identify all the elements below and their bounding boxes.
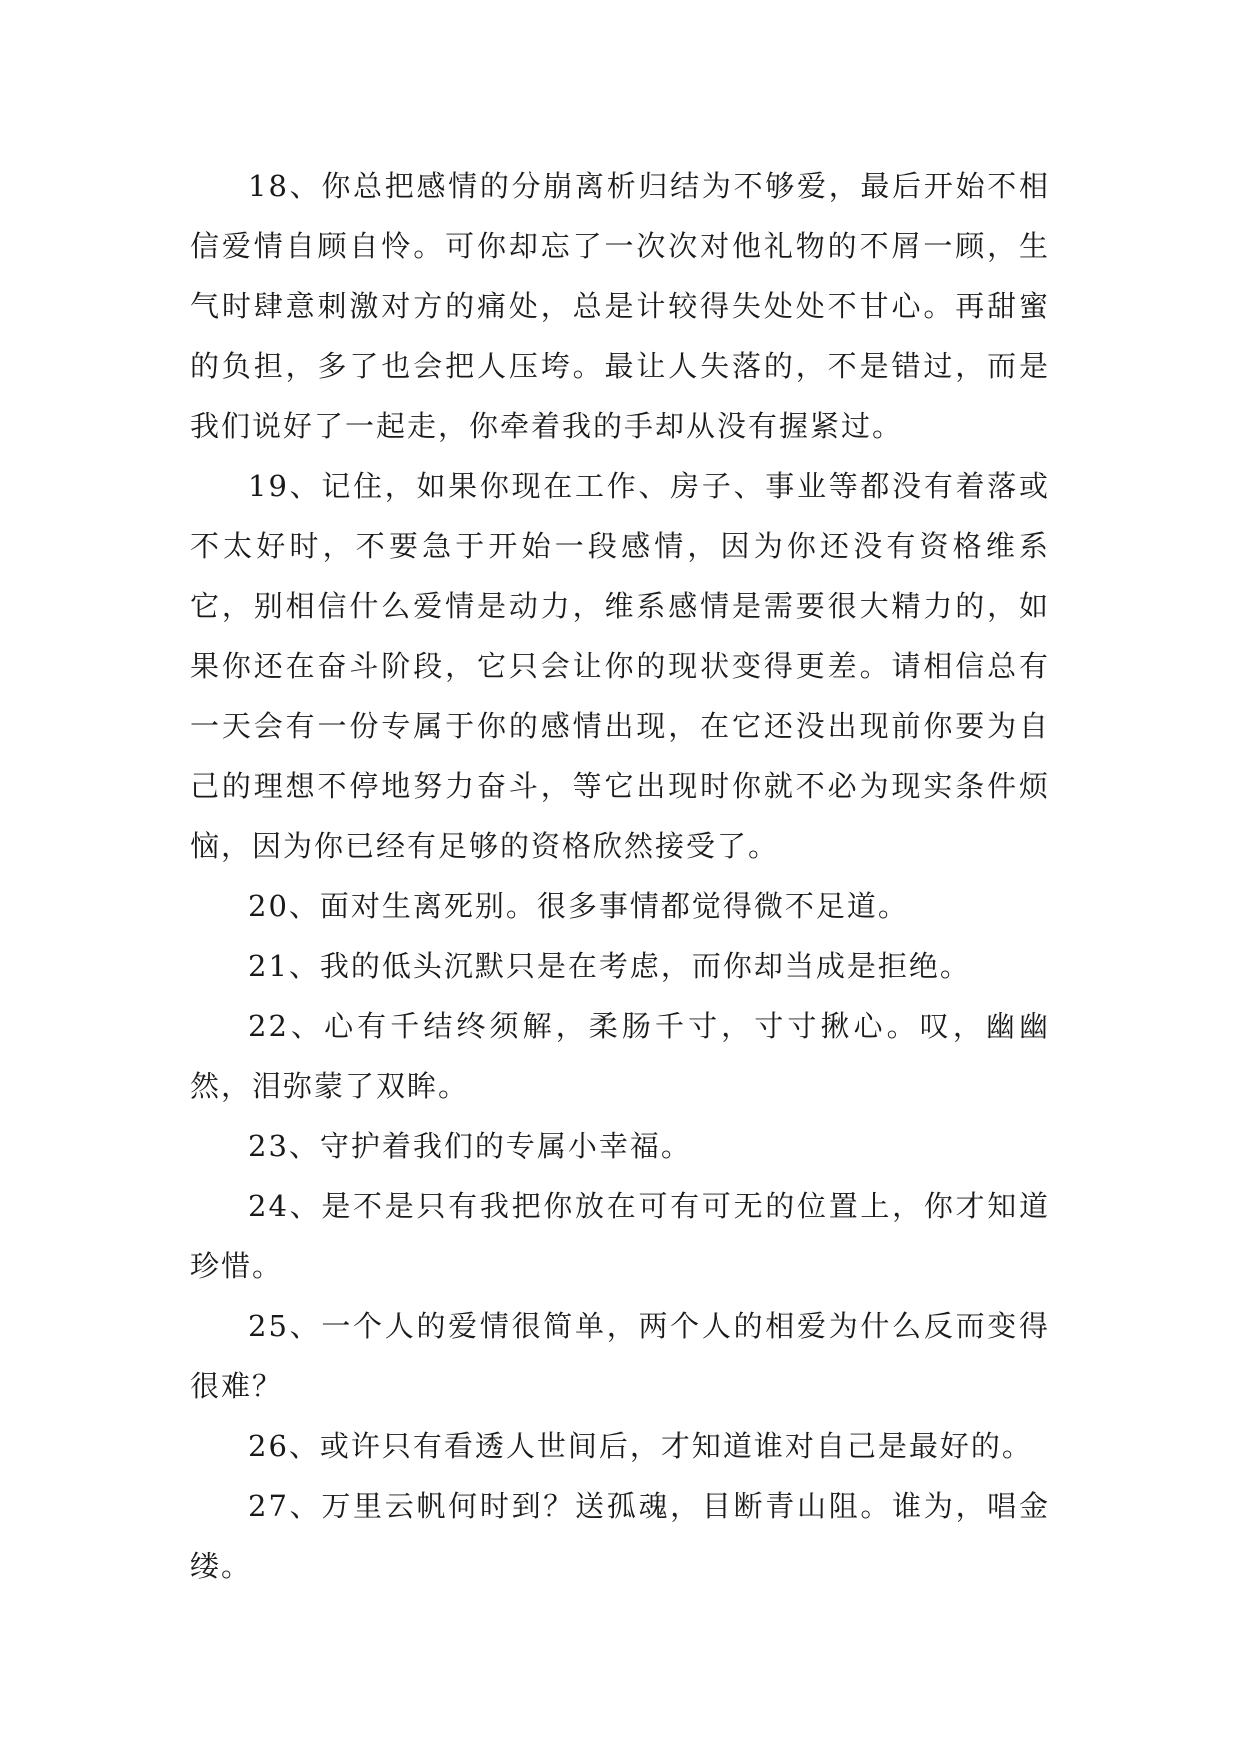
paragraph-22: 22、心有千结终须解，柔肠千寸，寸寸揪心。叹，幽幽然，泪弥蒙了双眸。 <box>190 1009 1050 1103</box>
paragraph-25: 25、一个人的爱情很简单，两个人的相爱为什么反而变得很难？ <box>190 1309 1050 1403</box>
paragraph-21: 21、我的低头沉默只是在考虑，而你却当成是拒绝。 <box>248 949 971 983</box>
paragraph-27: 27、万里云帆何时到？送孤魂，目断青山阻。谁为，唱金缕。 <box>190 1489 1050 1583</box>
paragraph-19: 19、记住，如果你现在工作、房子、事业等都没有着落或不太好时，不要急于开始一段感情，因为你还没有资格维系它，别相信什么爱情是动力，维系感情是需要很大精力的，如果你还在奋斗阶段，它只会让你的现状变得更差。请相信总有一天会有一份专属于你的感情出现，在它还没出现前你要为自己的理想不停地努力奋斗，等它出现时你就不必为现实条件烦恼，因为你已经有足够的资格欣然接受了。 <box>190 469 1050 863</box>
paragraph-26: 26、或许只有看透人世间后，才知道谁对自己是最好的。 <box>248 1429 1033 1463</box>
paragraph-24: 24、是不是只有我把你放在可有可无的位置上，你才知道珍惜。 <box>190 1189 1050 1283</box>
paragraph-18: 18、你总把感情的分崩离析归结为不够爱，最后开始不相信爱情自顾自怜。可你却忘了一次次对他礼物的不屑一顾，生气时肆意刺激对方的痛处，总是计较得失处处不甘心。再甜蜜的负担，多了也会把人压垮。最让人失落的，不是错过，而是我们说好了一起走，你牵着我的手却从没有握紧过。 <box>190 169 1050 443</box>
document-body <box>190 156 1050 1596</box>
paragraph-23: 23、守护着我们的专属小幸福。 <box>248 1129 692 1163</box>
paragraph-20: 20、面对生离死别。很多事情都觉得微不足道。 <box>248 889 909 923</box>
